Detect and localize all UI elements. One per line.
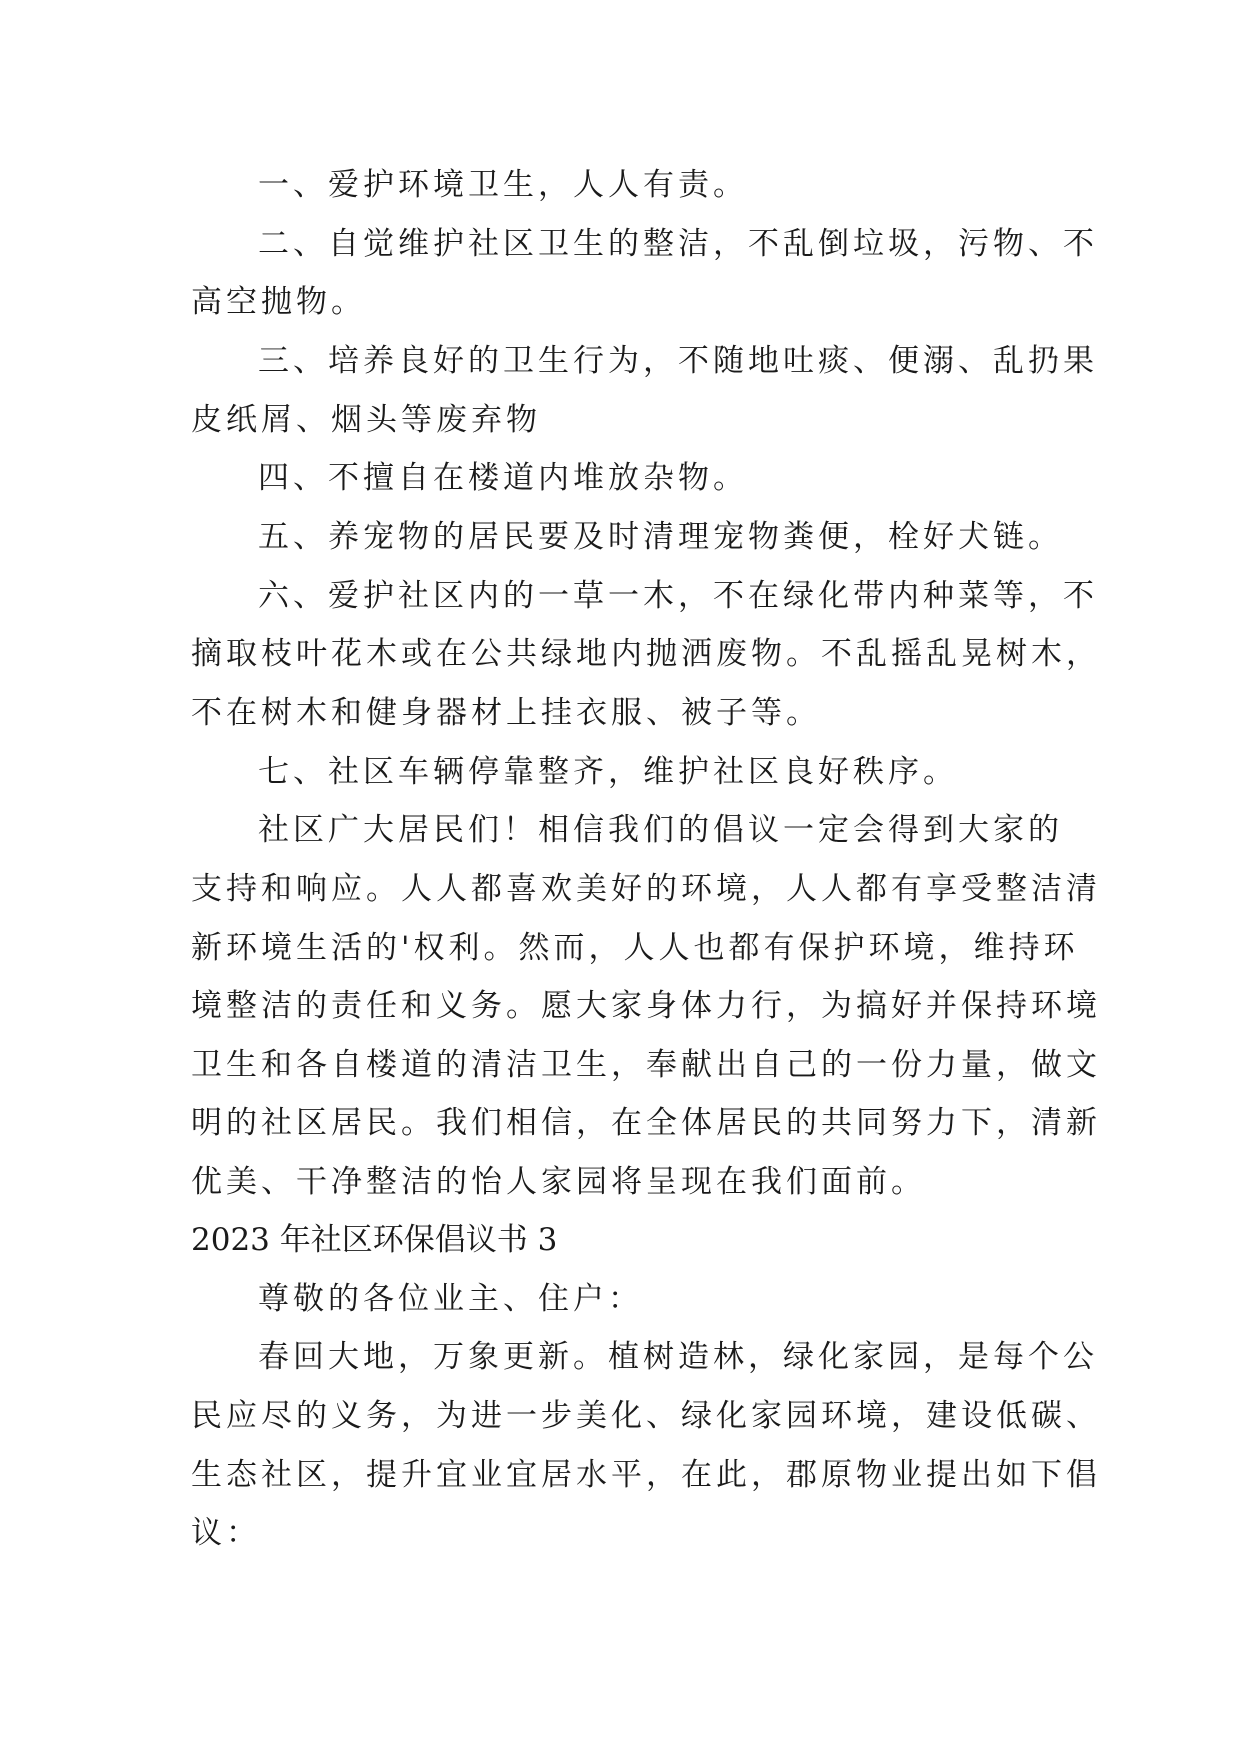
item-2-text-cont: 高空抛物。: [191, 284, 366, 320]
section-heading: 2023 年社区环保倡议书 3: [191, 1222, 558, 1258]
salutation: 尊敬的各位业主、住户：: [258, 1281, 643, 1317]
closing-paragraph-line: 社区广大居民们！相信我们的倡议一定会得到大家的: [258, 812, 1063, 848]
item-4-text: 四、不擅自在楼道内堆放杂物。: [258, 460, 748, 496]
item-3-text-cont: 皮纸屑、烟头等废弃物: [191, 402, 541, 438]
item-7-text: 七、社区车辆停靠整齐，维护社区良好秩序。: [258, 754, 958, 790]
closing-paragraph-line: 明的社区居民。我们相信，在全体居民的共同努力下，清新: [191, 1105, 1101, 1141]
closing-paragraph-line: 支持和响应。人人都喜欢美好的环境，人人都有享受整洁清: [191, 871, 1101, 907]
item-6-text-cont-1: 摘取枝叶花木或在公共绿地内抛洒废物。不乱摇乱晃树木，: [191, 636, 1101, 672]
body-paragraph-line: 春回大地，万象更新。植树造林，绿化家园，是每个公: [258, 1339, 1098, 1375]
closing-paragraph-line: 卫生和各自楼道的清洁卫生，奉献出自己的一份力量，做文: [191, 1047, 1101, 1083]
item-1-text: 一、爱护环境卫生，人人有责。: [258, 167, 748, 203]
item-5-text: 五、养宠物的居民要及时清理宠物粪便，栓好犬链。: [258, 519, 1063, 555]
closing-paragraph-line: 优美、干净整洁的怡人家园将呈现在我们面前。: [191, 1164, 926, 1200]
item-3-text: 三、培养良好的卫生行为，不随地吐痰、便溺、乱扔果: [258, 343, 1098, 379]
closing-paragraph-line: 新环境生活的'权利。然而，人人也都有保护环境，维持环: [191, 930, 1079, 966]
item-6-text: 六、爱护社区内的一草一木，不在绿化带内种菜等，不: [258, 578, 1098, 614]
body-paragraph-line: 民应尽的义务，为进一步美化、绿化家园环境，建设低碳、: [191, 1398, 1101, 1434]
body-paragraph-line: 议：: [191, 1515, 261, 1551]
body-paragraph-line: 生态社区，提升宜业宜居水平，在此，郡原物业提出如下倡: [191, 1457, 1101, 1493]
item-6-text-cont-2: 不在树木和健身器材上挂衣服、被子等。: [191, 695, 821, 731]
item-2-text: 二、自觉维护社区卫生的整洁，不乱倒垃圾，污物、不: [258, 226, 1098, 262]
closing-paragraph-line: 境整洁的责任和义务。愿大家身体力行，为搞好并保持环境: [191, 988, 1101, 1024]
